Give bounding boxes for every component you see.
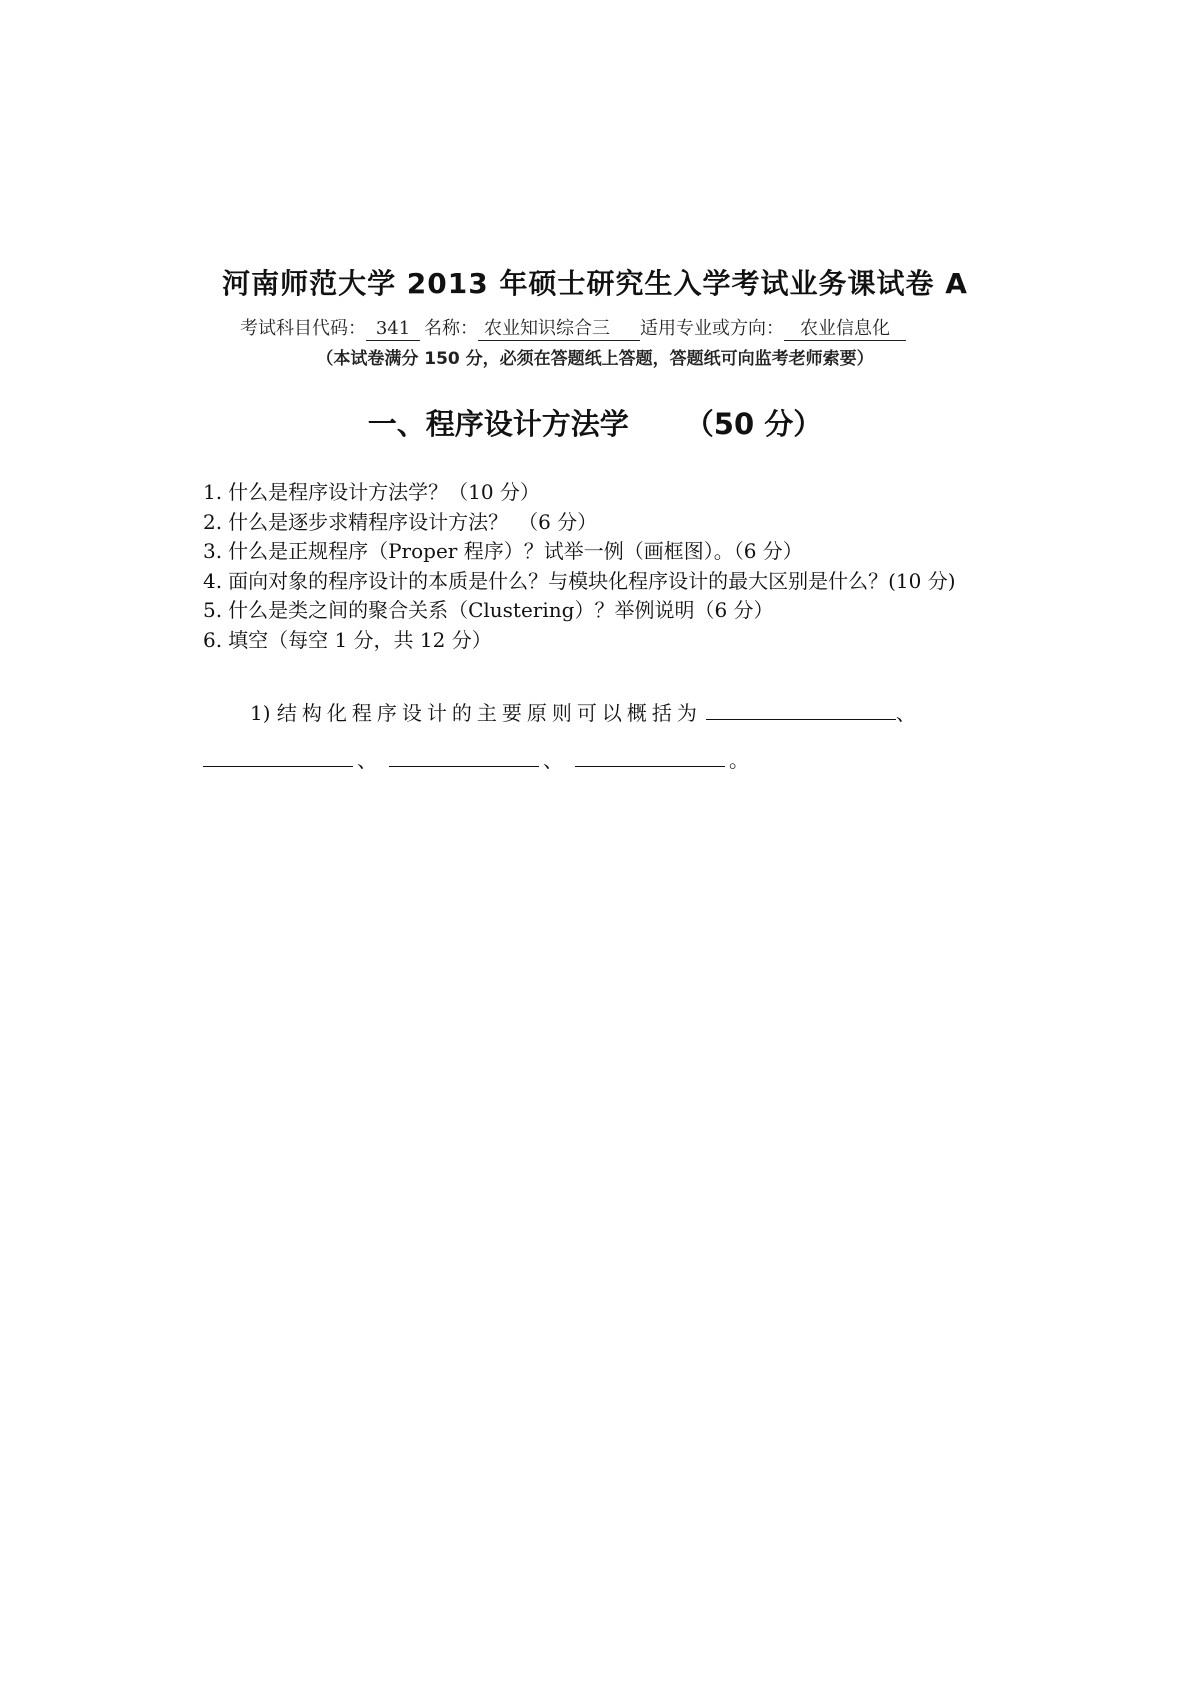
question-number: 3. <box>203 539 223 563</box>
question-text: 什么是正规程序（Proper 程序）？试举一例（画框图）。（6 分） <box>228 539 803 563</box>
question-text: 填空（每空 1 分，共 12 分） <box>228 627 492 652</box>
subject-name-label: 名称： <box>424 318 478 339</box>
question-item <box>203 508 993 538</box>
fill-in-number: 1) <box>250 701 271 725</box>
question-number: 4. <box>203 568 223 593</box>
question-item <box>203 596 993 626</box>
question-number: 5. <box>203 598 223 622</box>
answer-blank <box>389 746 539 767</box>
fill-in-continuation <box>203 744 761 773</box>
question-number: 6. <box>203 627 223 652</box>
fill-in-item <box>250 697 916 726</box>
blank-end-mark: 。 <box>729 748 749 772</box>
question-text: 什么是类之间的聚合关系（Clustering）？举例说明（6 分） <box>228 598 774 622</box>
question-list <box>203 478 993 655</box>
question-number: 2. <box>203 509 223 534</box>
section-title: 一、程序设计方法学 <box>367 407 629 441</box>
direction-label: 适用专业或方向： <box>640 318 784 339</box>
answer-blank <box>575 746 725 767</box>
question-item <box>203 626 993 656</box>
question-item <box>203 478 993 508</box>
question-text: 什么是逐步求精程序设计方法？ （6 分） <box>228 509 598 534</box>
question-number: 1. <box>203 480 223 504</box>
exam-note: （本试卷满分 150 分，必须在答题纸上答题，答题纸可向监考老师索要） <box>316 349 874 369</box>
section-heading <box>0 402 1190 443</box>
subject-code-label: 考试科目代码： <box>240 318 366 339</box>
answer-blank <box>203 746 353 767</box>
blank-separator: 、 <box>357 748 377 772</box>
question-item <box>203 537 993 567</box>
blank-separator: 、 <box>543 748 563 772</box>
answer-blank <box>706 699 896 720</box>
exam-title: 河南师范大学 2013 年硕士研究生入学考试业务课试卷 A <box>222 267 968 300</box>
subject-code-value: 341 <box>366 318 420 341</box>
question-text: 面向对象的程序设计的本质是什么？与模块化程序设计的最大区别是什么？(10 分) <box>228 568 956 593</box>
section-points: （50 分） <box>684 407 823 441</box>
direction-value: 农业信息化 <box>784 318 906 341</box>
fill-in-text: 结构化程序设计的主要原则可以概括为 <box>276 701 702 725</box>
question-item <box>203 567 993 597</box>
subject-name-value: 农业知识综合三 <box>478 318 640 341</box>
blank-separator: 、 <box>895 701 916 725</box>
exam-meta-line <box>240 314 906 341</box>
question-text: 什么是程序设计方法学？（10 分） <box>228 480 540 504</box>
